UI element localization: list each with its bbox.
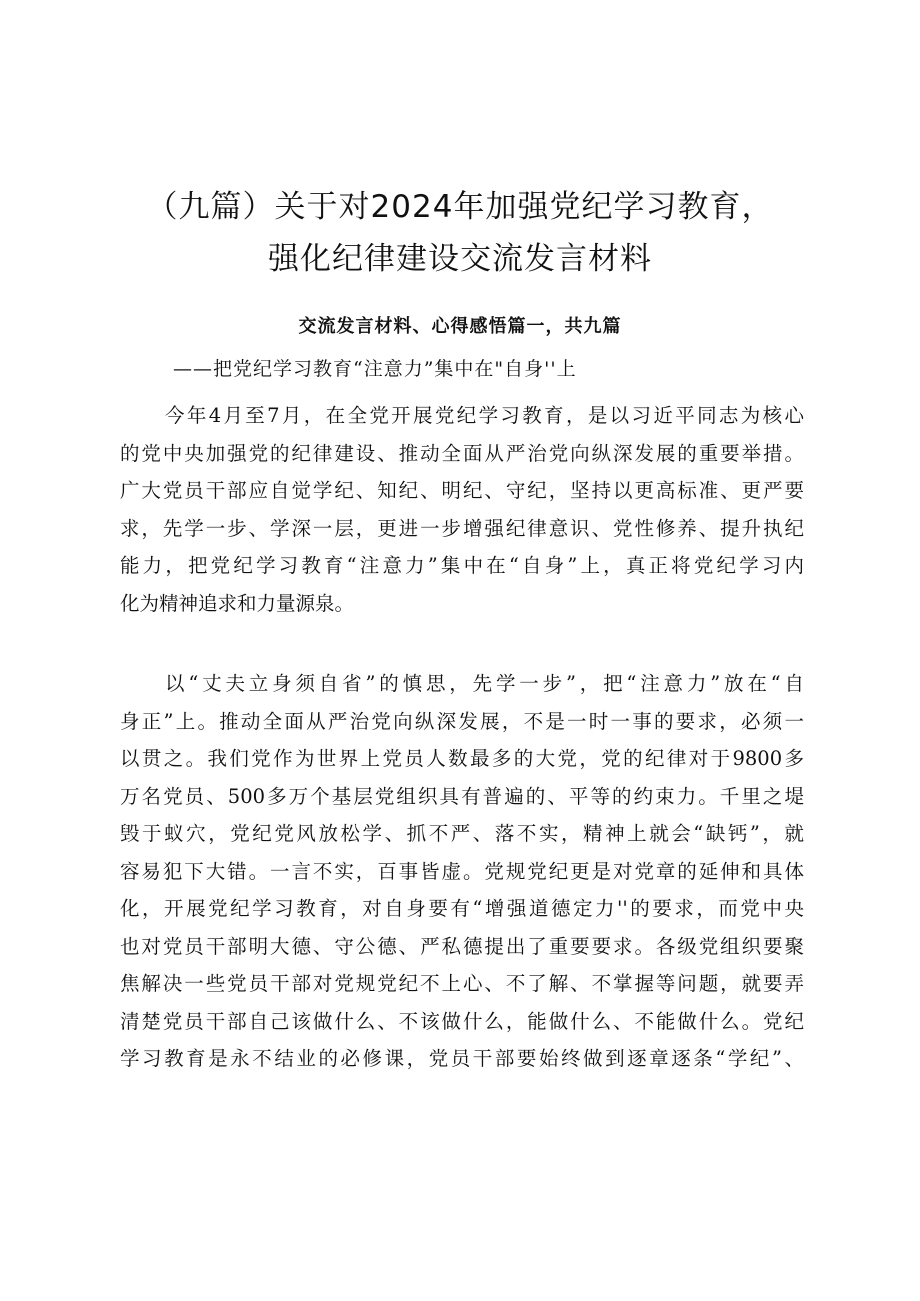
title-line-1: （九篇）关于对2024年加强党纪学习教育， xyxy=(146,188,774,225)
paragraph-line: 以“丈夫立身须自省”的慎思，先学一步”，把“注意力”放在“自 xyxy=(165,672,804,695)
paragraph-line: 的党中央加强党的纪律建设、推动全面从严治党向纵深发展的重要举措。 xyxy=(120,441,804,465)
paragraph-line: 化为精神追求和力量源泉。 xyxy=(120,591,355,615)
paragraph-line: 广大党员干部应自觉学纪、知纪、明纪、守纪，坚持以更高标准、更严要 xyxy=(120,479,804,502)
paragraph-line: 也对党员干部明大德、守公德、严私德提出了重要要求。各级党组织要聚 xyxy=(120,934,804,958)
paragraph-line: 万名党员、500多万个基层党组织具有普遍的、平等的约束力。千里之堤 xyxy=(120,784,804,808)
paragraph-line: 焦解决一些党员干部对党规党纪不上心、不了解、不掌握等问题，就要弄 xyxy=(120,972,804,995)
paragraph-1 xyxy=(120,397,804,622)
paragraph-line: 清楚党员干部自己该做什么、不该做什么，能做什么、不能做什么。党纪 xyxy=(120,1009,804,1033)
document-subtitle: 交流发言材料、心得感悟篇一，共九篇 xyxy=(298,316,622,337)
paragraph-line: 容易犯下大错。一言不实，百事皆虚。党规党纪更是对党章的延伸和具体 xyxy=(120,859,804,883)
paragraph-line: 学习教育是永不结业的必修课，党员干部要始终做到逐章逐条“学纪”、 xyxy=(120,1047,804,1070)
document-title xyxy=(110,181,810,285)
paragraph-line: 毁于蚁穴，党纪党风放松学、抓不严、落不实，精神上就会“缺钙”，就 xyxy=(120,822,804,845)
document-subheading: ——把党纪学习教育“注意力”集中在"自身''上 xyxy=(173,358,577,380)
paragraph-line: 求，先学一步、学深一层，更进一步增强纪律意识、党性修养、提升执纪 xyxy=(120,516,804,540)
paragraph-2 xyxy=(120,665,804,1078)
title-line-2: 强化纪律建设交流发言材料 xyxy=(268,240,652,277)
paragraph-line: 身正”上。推动全面从严治党向纵深发展，不是一时一事的要求，必须一 xyxy=(120,709,804,733)
paragraph-line: 以贯之。我们党作为世界上党员人数最多的大党，党的纪律对于9800多 xyxy=(120,747,804,770)
paragraph-line: 今年4月至7月，在全党开展党纪学习教育，是以习近平同志为核心 xyxy=(165,404,804,427)
paragraph-line: 化，开展党纪学习教育，对自身要有“增强道德定力''的要求，而党中央 xyxy=(120,897,804,920)
paragraph-line: 能力，把党纪学习教育“注意力”集中在“自身”上，真正将党纪学习内 xyxy=(120,554,804,577)
